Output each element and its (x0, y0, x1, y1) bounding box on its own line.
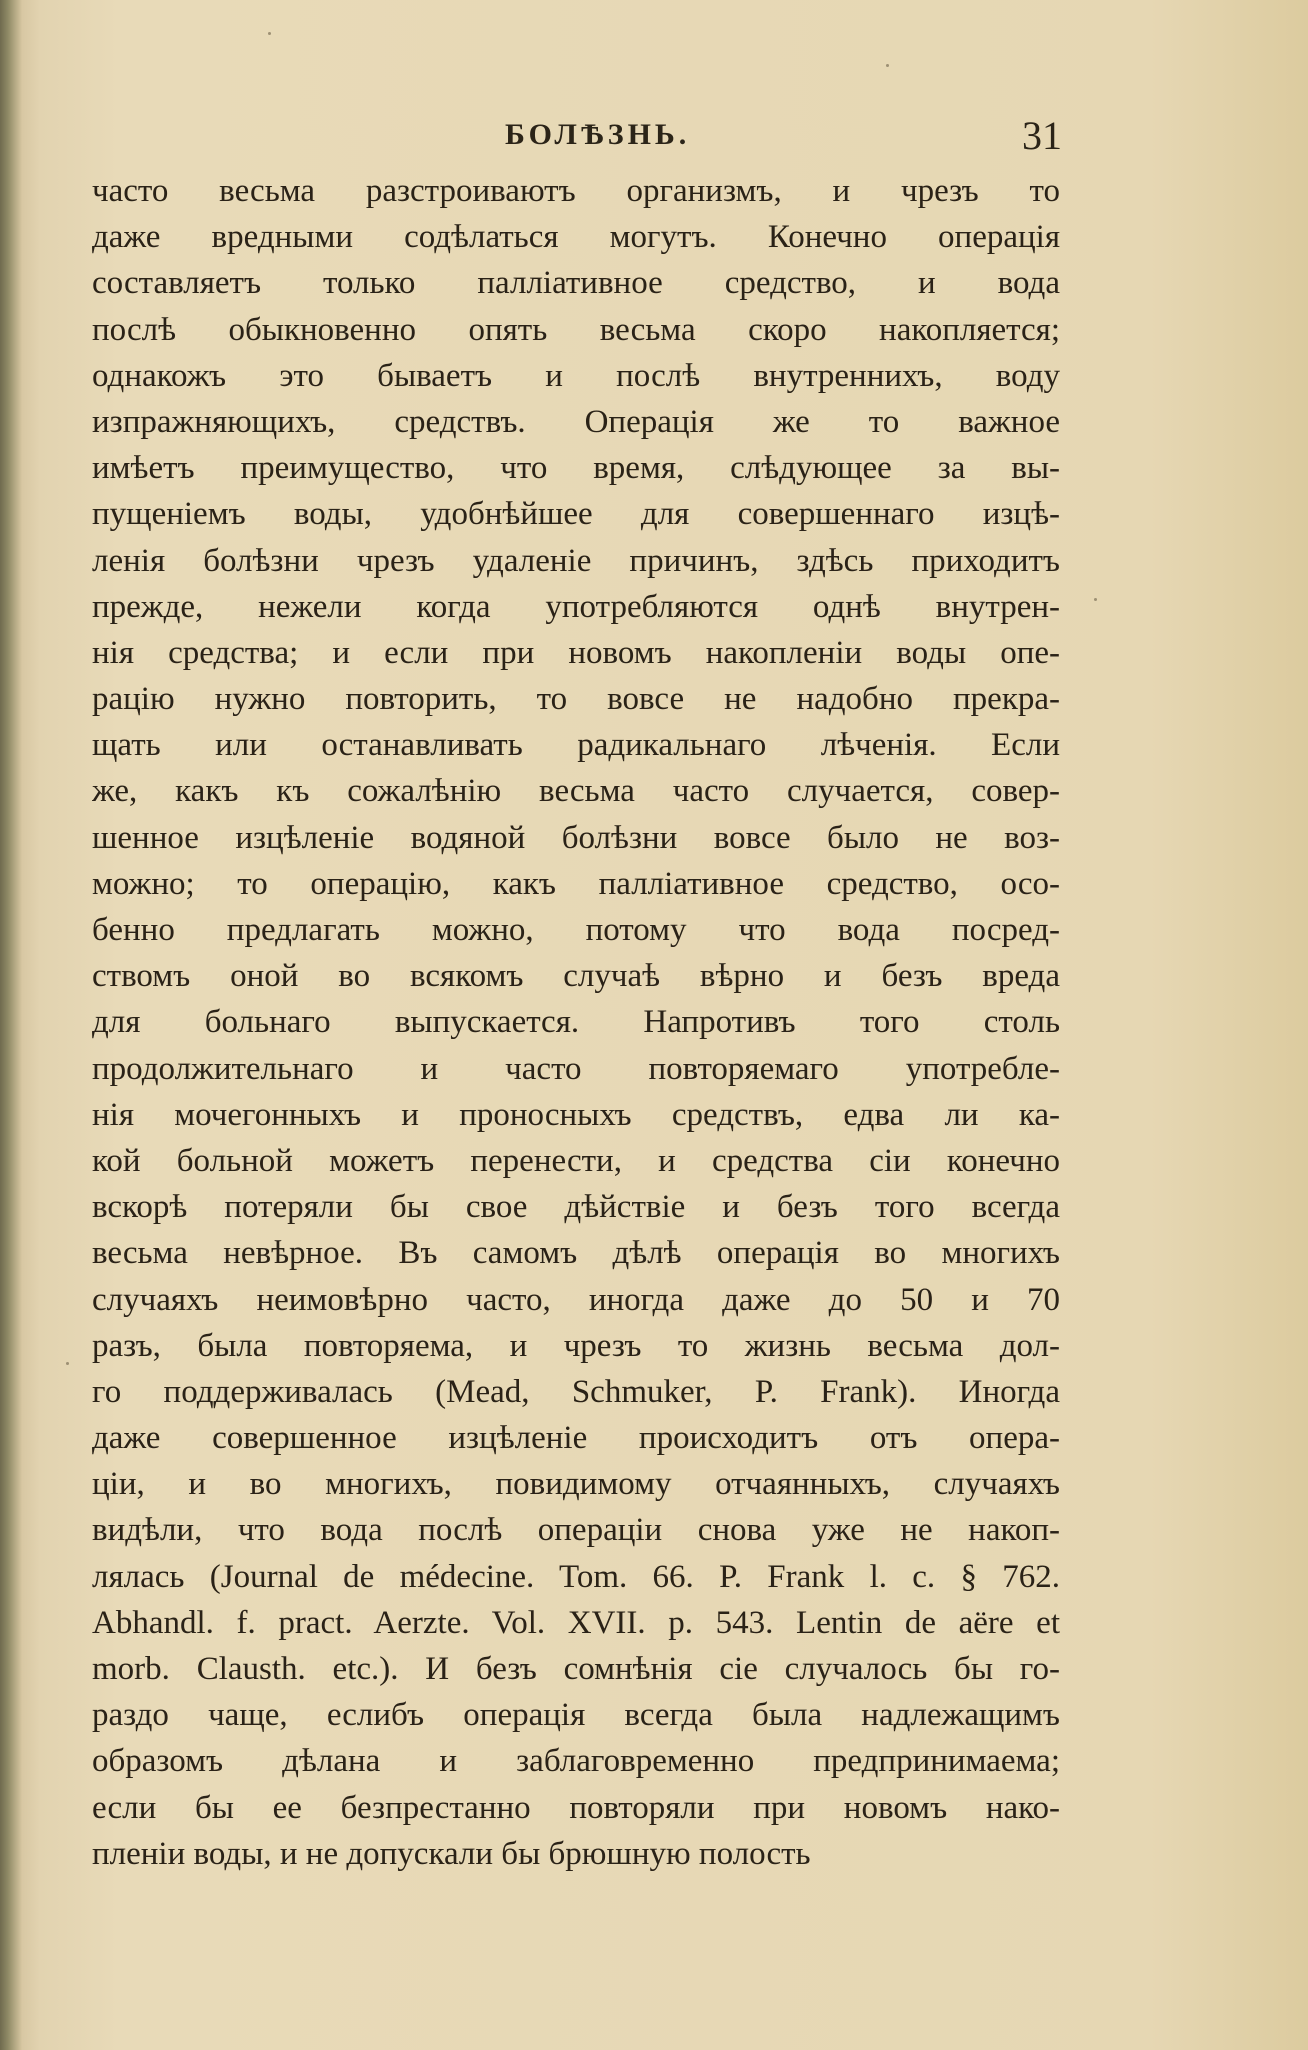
text-line: бенно предлагать можно, потому что вода посред- (92, 912, 1060, 948)
text-line: изпражняющихъ, средствъ. Операція же то важное (92, 403, 1060, 440)
text-line: даже вредными содѣлаться могутъ. Конечно операція (92, 219, 1060, 256)
text-line: случаяхъ неимовѣрно часто, иногда даже до 50 и 70 (92, 1281, 1060, 1318)
text-line: разъ, была повторяема, и чрезъ то жизнь весьма дол- (92, 1327, 1060, 1364)
text-line: составляетъ только паллiативное средство, и вода (92, 265, 1060, 302)
text-line: ствомъ оной во всякомъ случаѣ вѣрно и безъ вреда (92, 958, 1060, 995)
text-line: рацію нужно повторить, то вовсе не надобно прекра- (92, 681, 1060, 718)
body-text (92, 168, 1060, 1877)
text-line: шенное изцѣленіе водяной болѣзни вовсе было не воз- (92, 819, 1060, 856)
text-line: вскорѣ потеряли бы свое дѣйствіе и безъ того всегда (92, 1189, 1060, 1226)
paper-speck (66, 1362, 69, 1365)
text-line: же, какъ къ сожалѣнію весьма часто случается, совер- (92, 773, 1060, 810)
paper-speck (1094, 598, 1097, 601)
text-line: послѣ обыкновенно опять весьма скоро накопляется; (92, 311, 1060, 348)
paper-speck (886, 64, 889, 67)
text-line: продолжительнаго и часто повторяемаго употребле- (92, 1050, 1060, 1087)
paper-speck (268, 32, 271, 35)
text-line: образомъ дѣлана и заблаговременно предпринимаема; (92, 1743, 1060, 1780)
text-line: однакожъ это бываетъ и послѣ внутреннихъ, воду (92, 357, 1060, 394)
text-line: Abhandl. f. pract. Aerzte. Vol. XVII. p. 543. Lentin de aëre et (92, 1604, 1060, 1641)
page-number: 31 (1022, 113, 1062, 158)
text-line: часто весьма разстроиваютъ организмъ, и чрезъ то (92, 173, 1060, 209)
text-line: весьма невѣрное. Въ самомъ дѣлѣ операція во многихъ (92, 1235, 1060, 1272)
text-line: ленія болѣзни чрезъ удаленіе причинъ, здѣсь приходитъ (92, 542, 1060, 579)
text-line: нія мочегонныхъ и проносныхъ средствъ, едва ли ка- (92, 1096, 1060, 1133)
text-line: для больнаго выпускается. Напротивъ того столь (92, 1004, 1060, 1041)
running-head: БОЛѢЗНЬ. (505, 118, 691, 151)
text-line: лялась (Journal de médecine. Tom. 66. P. Frank l. c. § 762. (92, 1558, 1060, 1595)
text-line: щать или останавливать радикальнаго лѣченія. Если (92, 727, 1060, 764)
text-line: ціи, и во многихъ, повидимому отчаянныхъ, случаяхъ (92, 1466, 1060, 1503)
page-header (0, 113, 1308, 158)
text-line: morb. Clausth. etc.). И безъ сомнѣнія сіе случалось бы го- (92, 1651, 1060, 1687)
text-line: нія средства; и если при новомъ накопленіи воды опе- (92, 634, 1060, 671)
text-line: кой больной можетъ перенести, и средства сіи конечно (92, 1142, 1060, 1179)
text-line: даже совершенное изцѣленіе происходитъ отъ опера- (92, 1420, 1060, 1457)
text-line: раздо чаще, еслибъ операція всегда была надлежащимъ (92, 1697, 1060, 1734)
text-line: можно; то операцію, какъ паллiативное средство, осо- (92, 865, 1060, 902)
book-spine-shadow (0, 0, 22, 2050)
text-line: если бы ее безпрестанно повторяли при новомъ нако- (92, 1789, 1060, 1826)
text-line: прежде, нежели когда употребляются однѣ внутрен- (92, 588, 1060, 625)
text-line: го поддерживалась (Mead, Schmuker, P. Frank). Иногда (92, 1373, 1060, 1410)
text-line: видѣли, что вода послѣ операціи снова уже не накоп- (92, 1512, 1060, 1549)
text-line: пленіи воды, и не допускали бы брюшную полость (92, 1835, 811, 1872)
text-line: пущеніемъ воды, удобнѣйшее для совершеннаго изцѣ- (92, 496, 1060, 533)
text-line: имѣетъ преимущество, что время, слѣдующее за вы- (92, 450, 1060, 487)
